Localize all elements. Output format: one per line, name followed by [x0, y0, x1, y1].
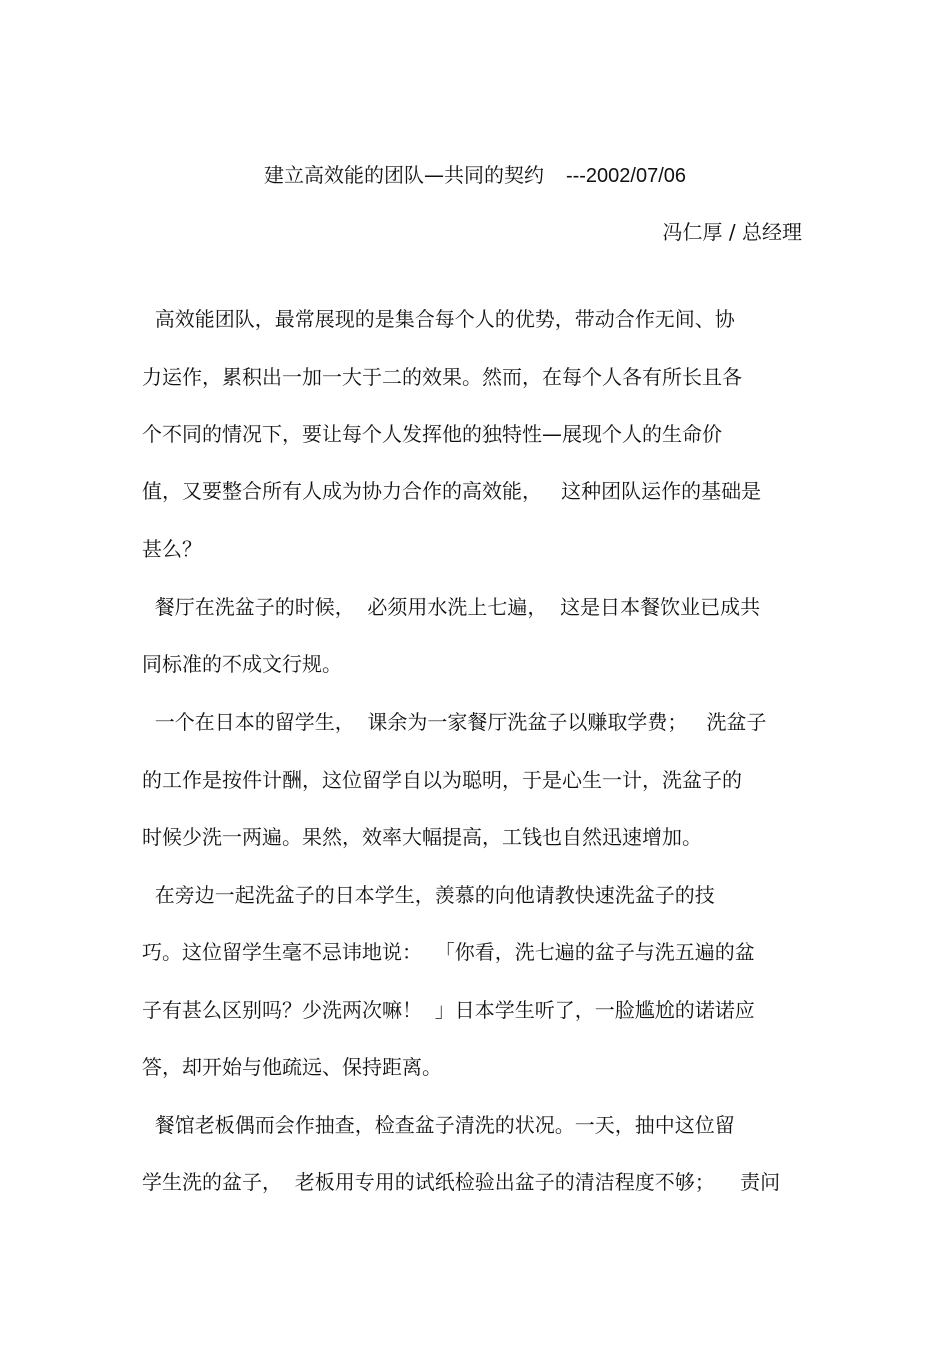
body-line: 力运作，累积出一加一大于二的效果。然而，在每个人各有所长且各 — [142, 365, 742, 389]
body-line: 在旁边一起洗盆子的日本学生，羡慕的向他请教快速洗盆子的技 — [142, 883, 715, 907]
body-line: 个不同的情况下，要让每个人发挥他的独特性—展现个人的生命价 — [142, 422, 722, 446]
body-line: 餐厅在洗盆子的时候， 必须用水洗上七遍， 这是日本餐饮业已成共 — [142, 595, 761, 619]
body-line: 巧。这位留学生毫不忌讳地说： 「你看，洗七遍的盆子与洗五遍的盆 — [142, 940, 755, 964]
body-line: 一个在日本的留学生， 课余为一家餐厅洗盆子以赚取学费； 洗盆子 — [142, 710, 767, 734]
body-line: 高效能团队，最常展现的是集合每个人的优势，带动合作无间、协 — [142, 307, 735, 331]
body-line: 同标准的不成文行规。 — [142, 652, 342, 676]
body-line: 学生洗的盆子， 老板用专用的试纸检验出盆子的清洁程度不够； 责问 — [142, 1170, 781, 1194]
body-line: 值，又要整合所有人成为协力合作的高效能， 这种团队运作的基础是 — [142, 479, 762, 503]
body-line: 的工作是按件计酬，这位留学自以为聪明，于是心生一计，洗盆子的 — [142, 768, 742, 792]
body-line: 甚么？ — [142, 537, 202, 561]
body-line: 餐馆老板偶而会作抽查，检查盆子清洗的状况。一天，抽中这位留 — [142, 1113, 735, 1137]
document-title — [0, 162, 950, 189]
document-date: ---2002/07/06 — [565, 165, 687, 187]
body-line: 时候少洗一两遍。果然，效率大幅提高，工钱也自然迅速增加。 — [142, 825, 702, 849]
body-line: 子有甚么区别吗？少洗两次嘛！ 」日本学生听了，一脸尴尬的诺诺应 — [142, 998, 755, 1022]
body-line: 答，却开始与他疏远、保持距离。 — [142, 1055, 442, 1079]
title-text: 建立高效能的团队—共同的契约 — [263, 163, 544, 187]
author-line: 冯仁厚 / 总经理 — [662, 220, 802, 244]
